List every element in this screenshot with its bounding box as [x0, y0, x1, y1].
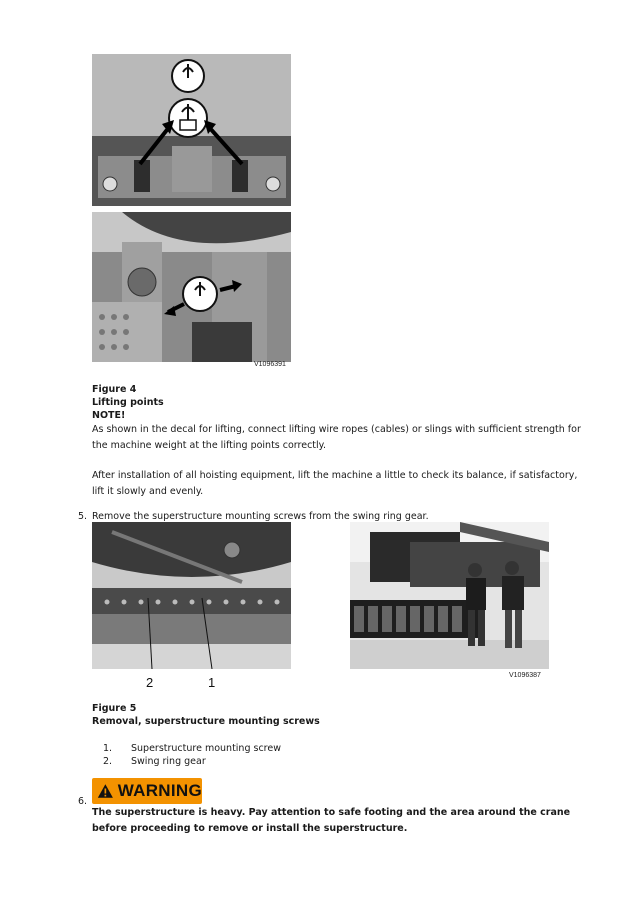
warning-text: The superstructure is heavy. Pay attention to safe footing and the area around the crane before proceeding to remove or install the superstructure. [92, 807, 571, 834]
callout-1: 1 [208, 675, 216, 690]
legend-item-label: Swing ring gear [131, 756, 206, 767]
legend-item-number: 1. [103, 743, 113, 754]
lifting-points-top-photo [92, 54, 291, 206]
step-5-number: 5. [78, 511, 88, 522]
step-5-text: Remove the superstructure mounting screws from the swing ring gear. [92, 511, 429, 522]
step-6-number: 6. [78, 796, 88, 807]
warning-badge [92, 778, 202, 804]
figure-5-title: Figure 5 [92, 703, 137, 714]
warning-label: WARNING [117, 781, 202, 800]
crane-workers-photo [350, 522, 549, 669]
callout-2: 2 [146, 675, 154, 690]
lifting-points-bottom-photo [92, 212, 291, 362]
figure-5-subtitle: Removal, superstructure mounting screws [92, 716, 320, 727]
legend-item [103, 754, 112, 770]
warning-triangle-icon [97, 782, 114, 800]
note-label: NOTE! [92, 410, 126, 421]
note-text: As shown in the decal for lifting, connect lifting wire ropes (cables) or slings with sufficient strength for the machine weight at the lifting points correctly. [92, 424, 581, 451]
legend-item-label: Superstructure mounting screw [131, 743, 281, 754]
figure-5-image-id: V1096387 [509, 672, 541, 679]
legend-item-number: 2. [103, 756, 113, 767]
figure-4-title: Figure 4 [92, 384, 137, 395]
balance-paragraph: After installation of all hoisting equipment, lift the machine a little to check its balance, if satisfactory, lift it slowly and evenly. [92, 470, 578, 497]
swing-ring-photo [92, 522, 291, 669]
figure-4-image-id: V1096391 [254, 361, 286, 368]
figure-4-subtitle: Lifting points [92, 397, 164, 408]
